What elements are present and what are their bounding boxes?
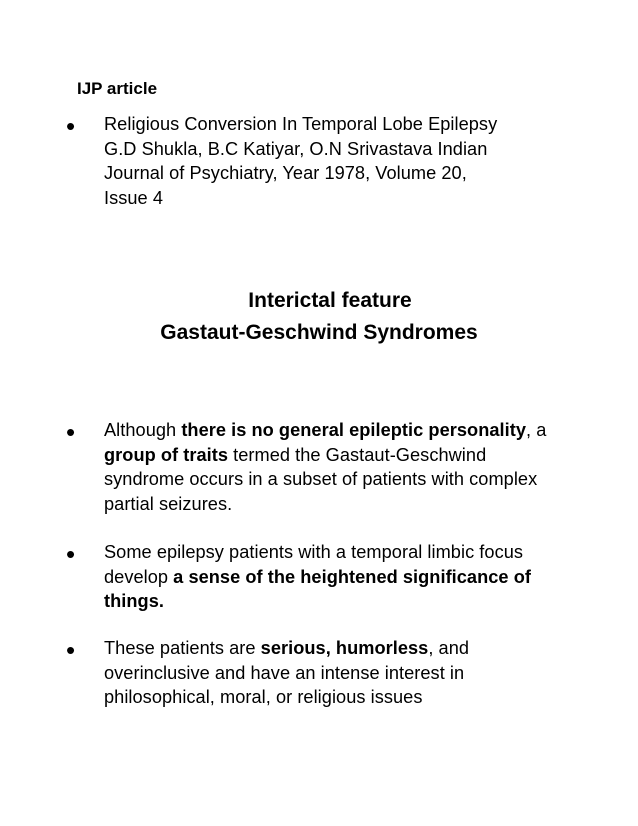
- bold-run: serious, humorless: [260, 638, 429, 658]
- bullet-icon: •: [66, 539, 76, 569]
- text-run: Some epilepsy patients with a temporal limbic focus develop: [104, 542, 524, 587]
- bullet-icon: •: [66, 635, 76, 665]
- heading-line-1: Interictal feature: [248, 289, 412, 312]
- bold-run: a sense of the heightened significance of things.: [104, 566, 531, 611]
- reference-bullet-item: [66, 112, 566, 210]
- text-run: , and overinclusive and have an intense interest in philosophical, moral, or religious issues: [104, 638, 470, 707]
- bullet-icon: •: [66, 417, 76, 447]
- point-bullet-item: [66, 418, 566, 516]
- point-bullet-item: [66, 636, 566, 710]
- text-run: termed the Gastaut-Geschwind syndrome occurs in a subset of patients with complex partial seizures.: [104, 444, 538, 514]
- point-bullet-item: [66, 540, 566, 614]
- bullet-icon: •: [66, 111, 76, 141]
- point-text: [104, 418, 566, 516]
- reference-citation: [104, 112, 497, 210]
- text-run: , a: [526, 420, 547, 440]
- point-text: [104, 540, 566, 614]
- citation-journal: Journal of Psychiatry, Year 1978, Volume 20,: [104, 163, 467, 183]
- text-run: These patients are: [104, 638, 261, 658]
- bold-run: there is no general epileptic personality: [181, 420, 526, 440]
- point-text: [104, 636, 566, 710]
- section-heading: [0, 285, 638, 349]
- citation-authors: G.D Shukla, B.C Katiyar, O.N Srivastava Indian: [104, 138, 488, 159]
- article-source-label: IJP article: [77, 79, 158, 98]
- text-run: Although: [104, 420, 182, 440]
- citation-issue: Issue 4: [104, 187, 163, 208]
- bold-run: group of traits: [104, 444, 229, 465]
- heading-line-2: Gastaut-Geschwind Syndromes: [160, 321, 478, 344]
- citation-title: Religious Conversion In Temporal Lobe Epilepsy: [104, 114, 498, 134]
